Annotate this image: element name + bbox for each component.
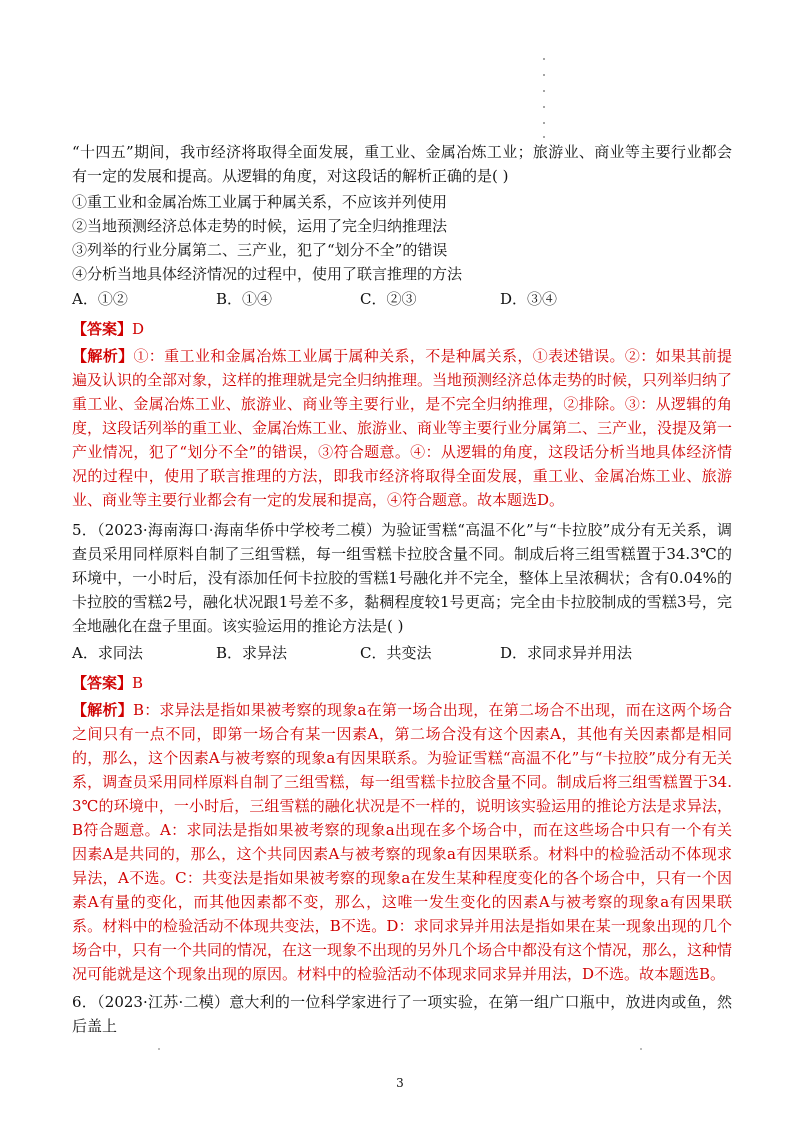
q4-analysis-text: ①：重工业和金属冶炼工业属于属种关系，不是种属关系，①表述错误。②：如果其前提遍及认识的全部对象，这样的推理就是完全归纳推理。当地预测经济总体走势的时候，只列举归纳了重工业、金属冶炼工业、旅游业、商业等主要行业，是不完全归纳推理，②排除。③：从逻辑的角度，这段话列举的重工业、金属冶炼工业、旅游业、商业等主要行业分属第二、三产业，没提及第一产业情况，犯了“划分不全”的错误，③符合题意。④：从逻辑的角度，这段话分析当地具体经济情况的过程中，使用了联言推理的方法，即我市经济将取得全面发展，重工业、金属冶炼工业、旅游业、商业等主要行业都会有一定的发展和提高，④符合题意。故本题选D。: [72, 347, 733, 509]
page-number: 3: [396, 1076, 404, 1090]
q4-option-c: C．②③: [360, 290, 417, 308]
q4-options: [72, 286, 732, 312]
document-body: [72, 140, 732, 1040]
q5-answer-label: 【答案】: [72, 674, 133, 692]
question-5: [72, 518, 732, 986]
question-6: [72, 990, 732, 1038]
q5-analysis-label: 【解析】: [72, 701, 133, 719]
q5-analysis: [72, 698, 732, 986]
q5-options: [72, 640, 732, 666]
q4-item-2: ②当地预测经济总体走势的时候，运用了完全归纳推理法: [72, 217, 448, 235]
q5-stem: 5．（2023·海南海口·海南华侨中学校考二模）为验证雪糕“高温不化”与“卡拉胶”成分有无关系，调查员采用同样原料自制了三组雪糕，每一组雪糕卡拉胶含量不同。制成后将三组雪糕置于34.3℃的环境中，一小时后，没有添加任何卡拉胶的雪糕1号融化并不完全，整体上呈浓稠状；含有0.04%的卡拉胶的雪糕2号，融化状况跟1号差不多，黏稠程度较1号更高；完全由卡拉胶制成的雪糕3号，完全地融化在盘子里面。该实验运用的推论方法是( ): [72, 521, 732, 635]
q5-option-b: B．求异法: [216, 644, 288, 662]
q4-item-1: ①重工业和金属冶炼工业属于种属关系，不应该并列使用: [72, 193, 448, 211]
q4-answer-label: 【答案】: [72, 320, 133, 338]
q6-stem: 6．（2023·江苏·二模）意大利的一位科学家进行了一项实验，在第一组广口瓶中，放进肉或鱼，然后盖上: [72, 993, 732, 1035]
q5-option-d: D．求同求异并用法: [500, 644, 633, 662]
q5-answer: [72, 670, 732, 696]
q4-analysis: [72, 344, 732, 512]
q5-option-c: C．共变法: [360, 644, 432, 662]
q4-option-a: A．①②: [72, 290, 128, 308]
q4-answer: [72, 316, 732, 342]
q4-item-4: ④分析当地具体经济情况的过程中，使用了联言推理的方法: [72, 265, 463, 283]
corner-mark-bottom-right: [640, 1048, 642, 1050]
corner-mark-bottom-left: [158, 1048, 160, 1050]
q4-option-b: B．①④: [216, 290, 273, 308]
q4-stem: “十四五”期间，我市经济将取得全面发展，重工业、金属冶炼工业；旅游业、商业等主要行业都会有一定的发展和提高。从逻辑的角度，对这段话的解析正确的是( ): [72, 143, 732, 185]
q4-option-d: D．③④: [500, 290, 558, 308]
q5-option-a: A．求同法: [72, 644, 143, 662]
q4-answer-value: D: [132, 320, 145, 338]
q4-analysis-label: 【解析】: [72, 347, 134, 365]
margin-dots: [541, 58, 547, 138]
question-4: [72, 140, 732, 512]
q5-analysis-text: B：求异法是指如果被考察的现象a在第一场合出现，在第二场合不出现，而在这两个场合之间只有一点不同，即第一场合有某一因素A，第二场合没有这个因素A，其他有关因素都是相同的，那么，这个因素A与被考察的现象a有因果联系。为验证雪糕“高温不化”与“卡拉胶”成分有无关系，调查员采用同样原料自制了三组雪糕，每一组雪糕卡拉胶含量不同。制成后将三组雪糕置于34.3℃的环境中，一小时后，三组雪糕的融化状况是不一样的，说明该实验运用的推论方法是求异法，B符合题意。A：求同法是指如果被考察的现象a出现在多个场合中，而在这些场合中只有一个有关因素A是共同的，那么，这个共同因素A与被考察的现象a有因果联系。材料中的检验活动不体现求异法，A不选。C：共变法是指如果被考察的现象a在发生某种程度变化的各个场合中，只有一个因素A有量的变化，而其他因素都不变，那么，这唯一发生变化的因素A与被考察的现象a有因果联系。材料中的检验活动不体现共变法，B不选。D：求同求异并用法是指如果在某一现象出现的几个场合中，只有一个共同的情况，在这一现象不出现的另外几个场合中都没有这个情况，那么，这种情况可能就是这个现象出现的原因。材料中的检验活动不体现求同求异并用法，D不选。故本题选B。: [72, 701, 733, 983]
q5-answer-value: B: [132, 674, 144, 692]
q4-item-3: ③列举的行业分属第二、三产业，犯了“划分不全”的错误: [72, 241, 448, 259]
